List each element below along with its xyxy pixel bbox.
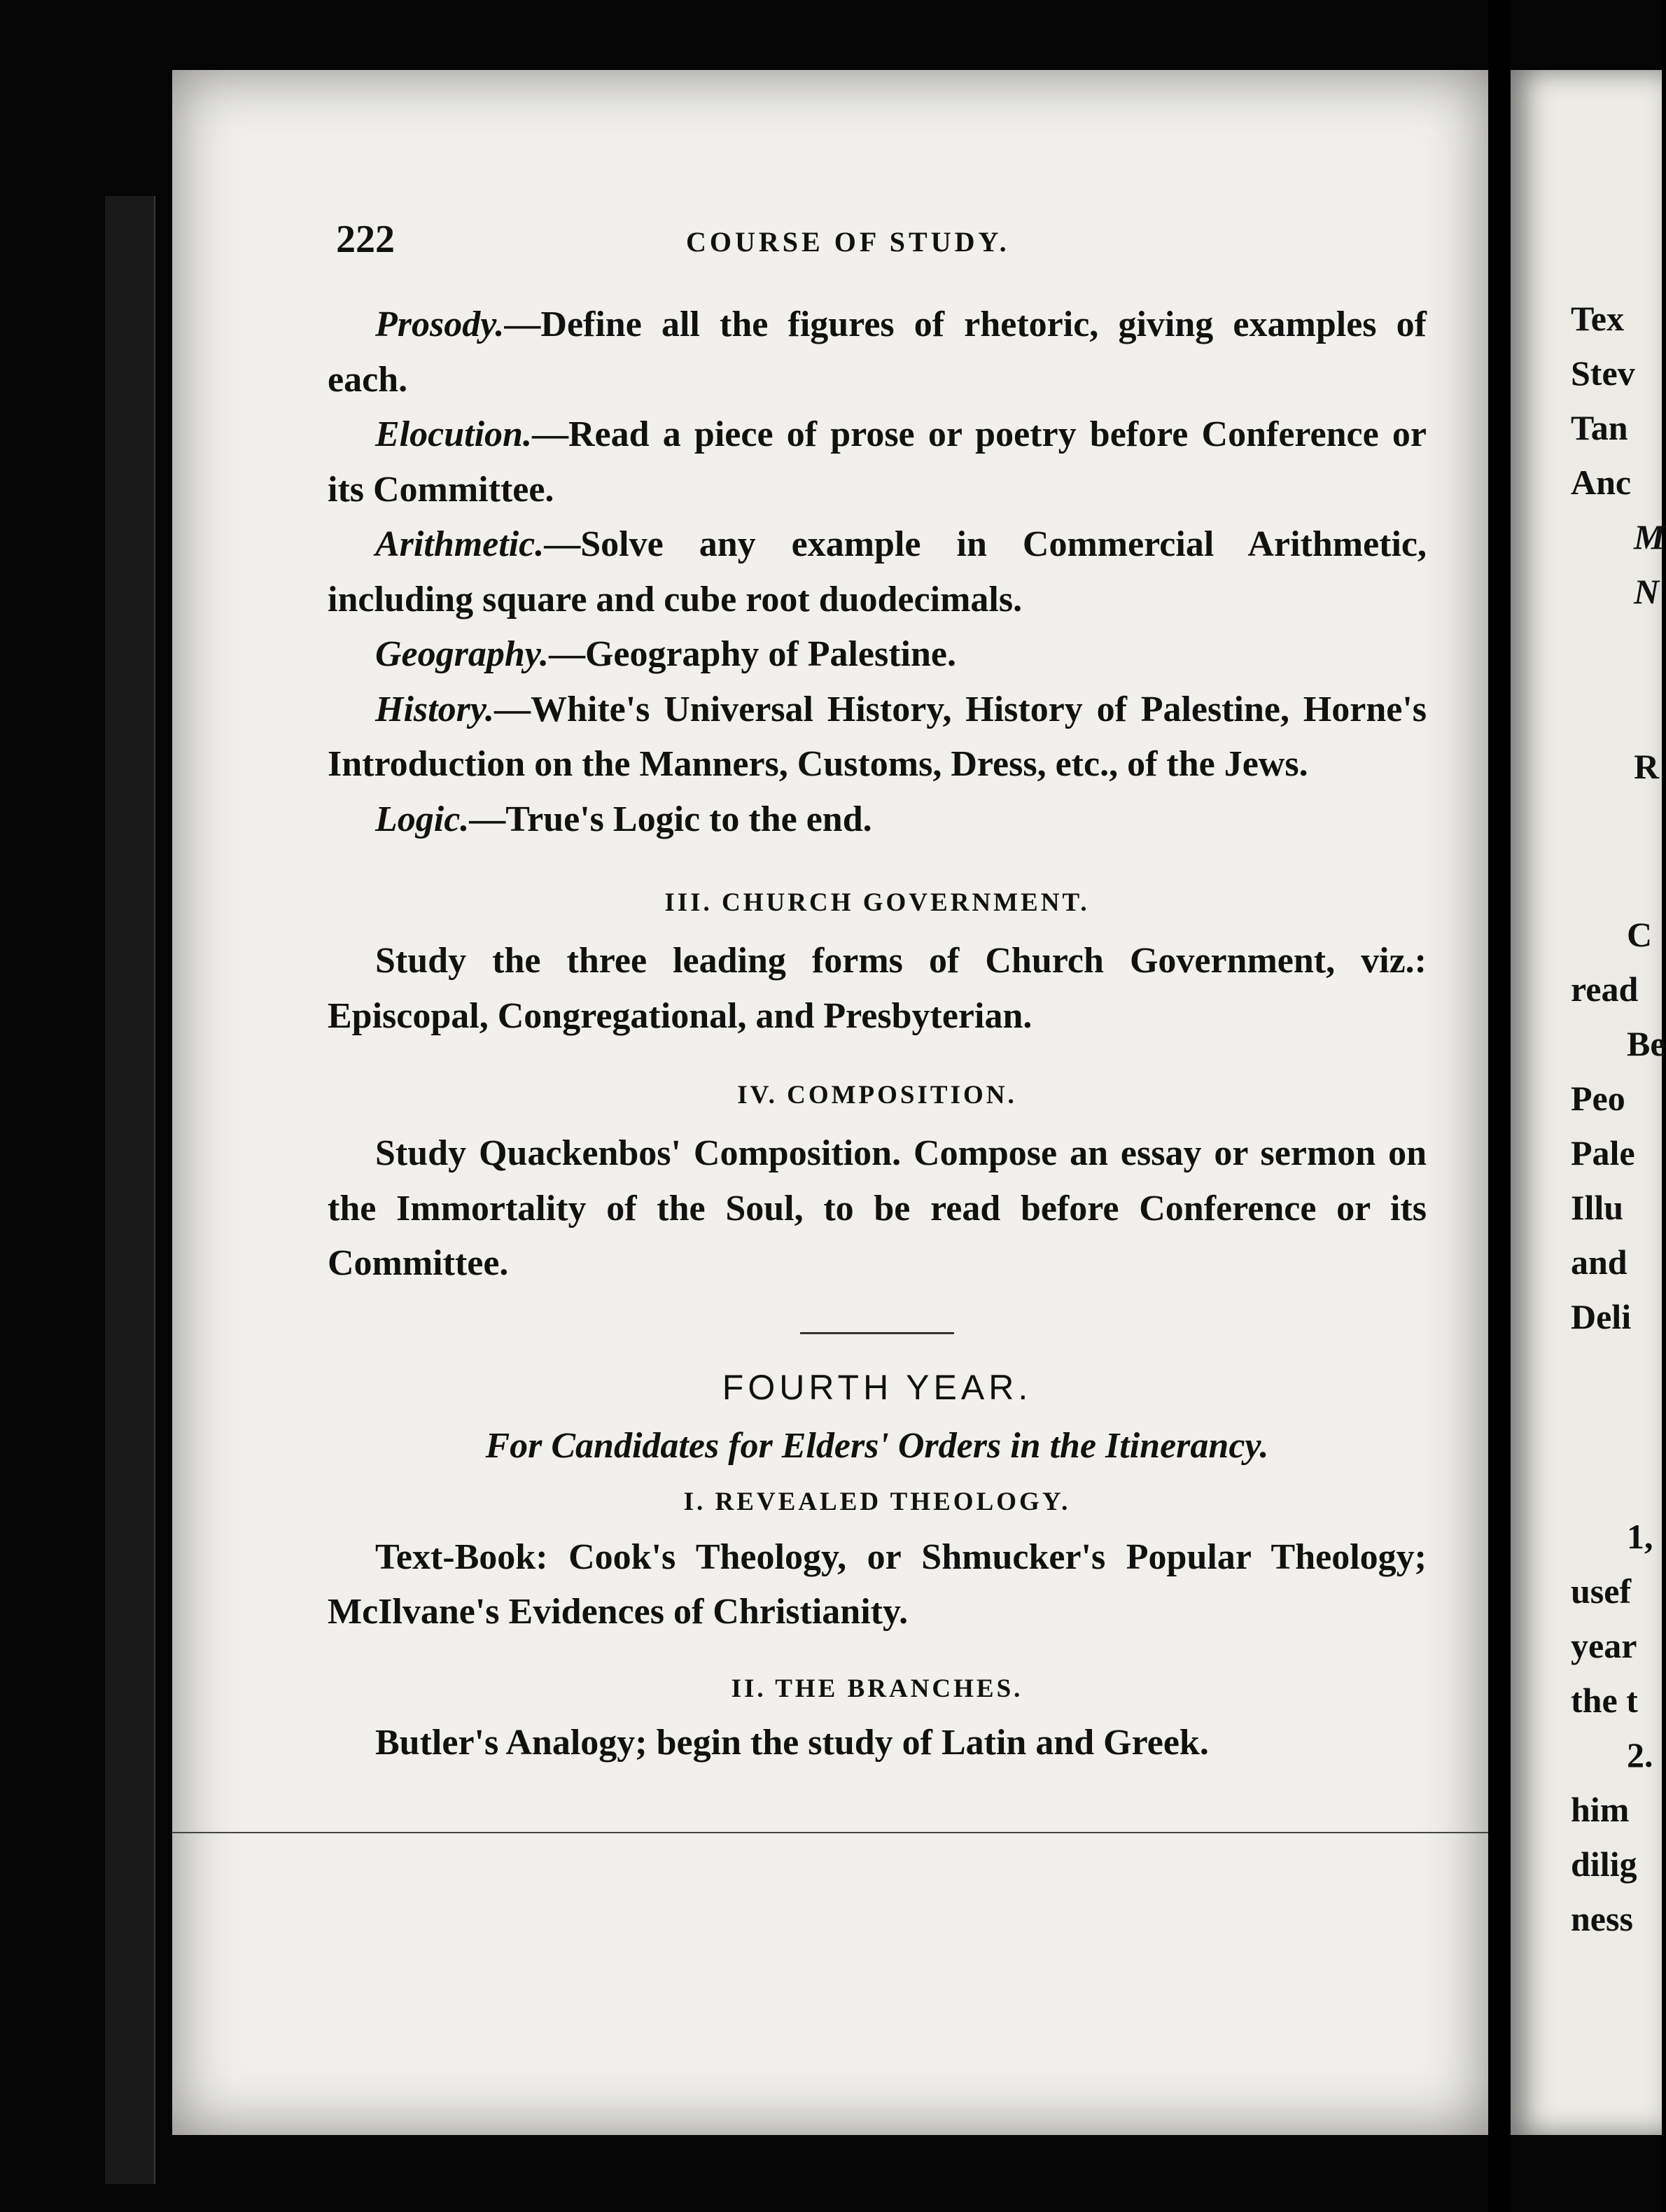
arithmetic-label: Arithmetic. bbox=[375, 524, 545, 564]
elocution-paragraph bbox=[328, 407, 1427, 517]
branches-heading: II. THE BRANCHES. bbox=[731, 1674, 1023, 1703]
fourth-year-title: FOURTH YEAR. bbox=[722, 1367, 1032, 1407]
facing-fragment: 1, bbox=[1627, 1517, 1653, 1556]
facing-fragment: Anc bbox=[1571, 463, 1632, 502]
fourth-year-subtitle: For Candidates for Elders' Orders in the Itinerancy. bbox=[485, 1425, 1269, 1466]
prosody-label: Prosody. bbox=[375, 304, 505, 344]
arithmetic-text: —Solve any example in Commercial Arithmetic, including square and cube root duodecimals. bbox=[328, 524, 1427, 620]
history-text: —White's Universal History, History of Palestine, Horne's Introduction on the Manners, Customs, Dress, etc., of the Jews. bbox=[328, 689, 1427, 784]
running-head bbox=[336, 217, 1442, 259]
section-divider bbox=[800, 1332, 954, 1334]
church-government-text: Study the three leading forms of Church Government, viz.: Episcopal, Congregational, and Presbyterian. bbox=[328, 941, 1427, 1036]
facing-fragment: Pale bbox=[1571, 1133, 1635, 1172]
facing-fragment: Stev bbox=[1571, 354, 1635, 393]
facing-fragment: ness bbox=[1571, 1899, 1633, 1938]
logic-paragraph bbox=[328, 792, 1427, 848]
logic-text: —True's Logic to the end. bbox=[469, 799, 872, 839]
prosody-paragraph bbox=[328, 298, 1427, 407]
book-gutter bbox=[1488, 0, 1511, 2212]
scan-crease-line bbox=[172, 1832, 1488, 1833]
page-body bbox=[328, 298, 1427, 1770]
facing-fragment: and bbox=[1571, 1242, 1628, 1282]
facing-fragment: usef bbox=[1571, 1572, 1632, 1611]
facing-fragment: the t bbox=[1571, 1681, 1638, 1720]
elocution-text: —Read a piece of prose or poetry before Conference or its Committee. bbox=[328, 414, 1427, 510]
revealed-theology-heading: I. REVEALED THEOLOGY. bbox=[683, 1487, 1071, 1516]
history-label: History. bbox=[375, 689, 494, 729]
facing-page bbox=[1511, 70, 1666, 2135]
geography-label: Geography. bbox=[375, 634, 549, 674]
elocution-label: Elocution. bbox=[375, 414, 532, 454]
facing-fragment: 2. bbox=[1627, 1735, 1653, 1774]
logic-label: Logic. bbox=[375, 799, 470, 839]
facing-fragment: Peo bbox=[1571, 1079, 1625, 1118]
facing-fragment: Deli bbox=[1571, 1297, 1632, 1336]
facing-fragment: Tex bbox=[1571, 299, 1624, 338]
arithmetic-paragraph bbox=[328, 517, 1427, 627]
geography-text: —Geography of Palestine. bbox=[548, 634, 957, 674]
history-paragraph bbox=[328, 682, 1427, 792]
facing-fragment: year bbox=[1571, 1626, 1637, 1665]
facing-fragment: dilig bbox=[1571, 1844, 1637, 1884]
facing-fragment: M bbox=[1634, 517, 1665, 556]
facing-fragment: R bbox=[1634, 747, 1660, 786]
geography-paragraph bbox=[328, 627, 1427, 682]
facing-fragment: Illu bbox=[1571, 1188, 1624, 1227]
page-number: 222 bbox=[336, 218, 395, 261]
branches-text: Butler's Analogy; begin the study of Latin and Greek. bbox=[375, 1722, 1209, 1763]
facing-fragment: read bbox=[1571, 969, 1639, 1009]
facing-fragment: Be bbox=[1627, 1024, 1666, 1063]
composition-text: Study Quackenbos' Composition. Compose an essay or sermon on the Immortality of the Soul, to be read before Conference or its Committee. bbox=[328, 1133, 1427, 1283]
book-left-edge bbox=[105, 196, 155, 2184]
composition-heading: IV. COMPOSITION. bbox=[737, 1081, 1017, 1110]
facing-fragment: Tan bbox=[1571, 408, 1628, 447]
running-head-title: COURSE OF STUDY. bbox=[686, 226, 1010, 258]
revealed-theology-text: Text-Book: Cook's Theology, or Shmucker's Popular Theology; McIlvane's Evidences of Christianity. bbox=[328, 1536, 1427, 1632]
facing-fragment: C bbox=[1627, 915, 1653, 954]
prosody-text: —Define all the figures of rhetoric, giving examples of each. bbox=[328, 304, 1427, 400]
church-government-heading: III. CHURCH GOVERNMENT. bbox=[664, 888, 1090, 917]
facing-fragment: him bbox=[1571, 1790, 1630, 1829]
facing-fragment: N bbox=[1634, 572, 1660, 611]
